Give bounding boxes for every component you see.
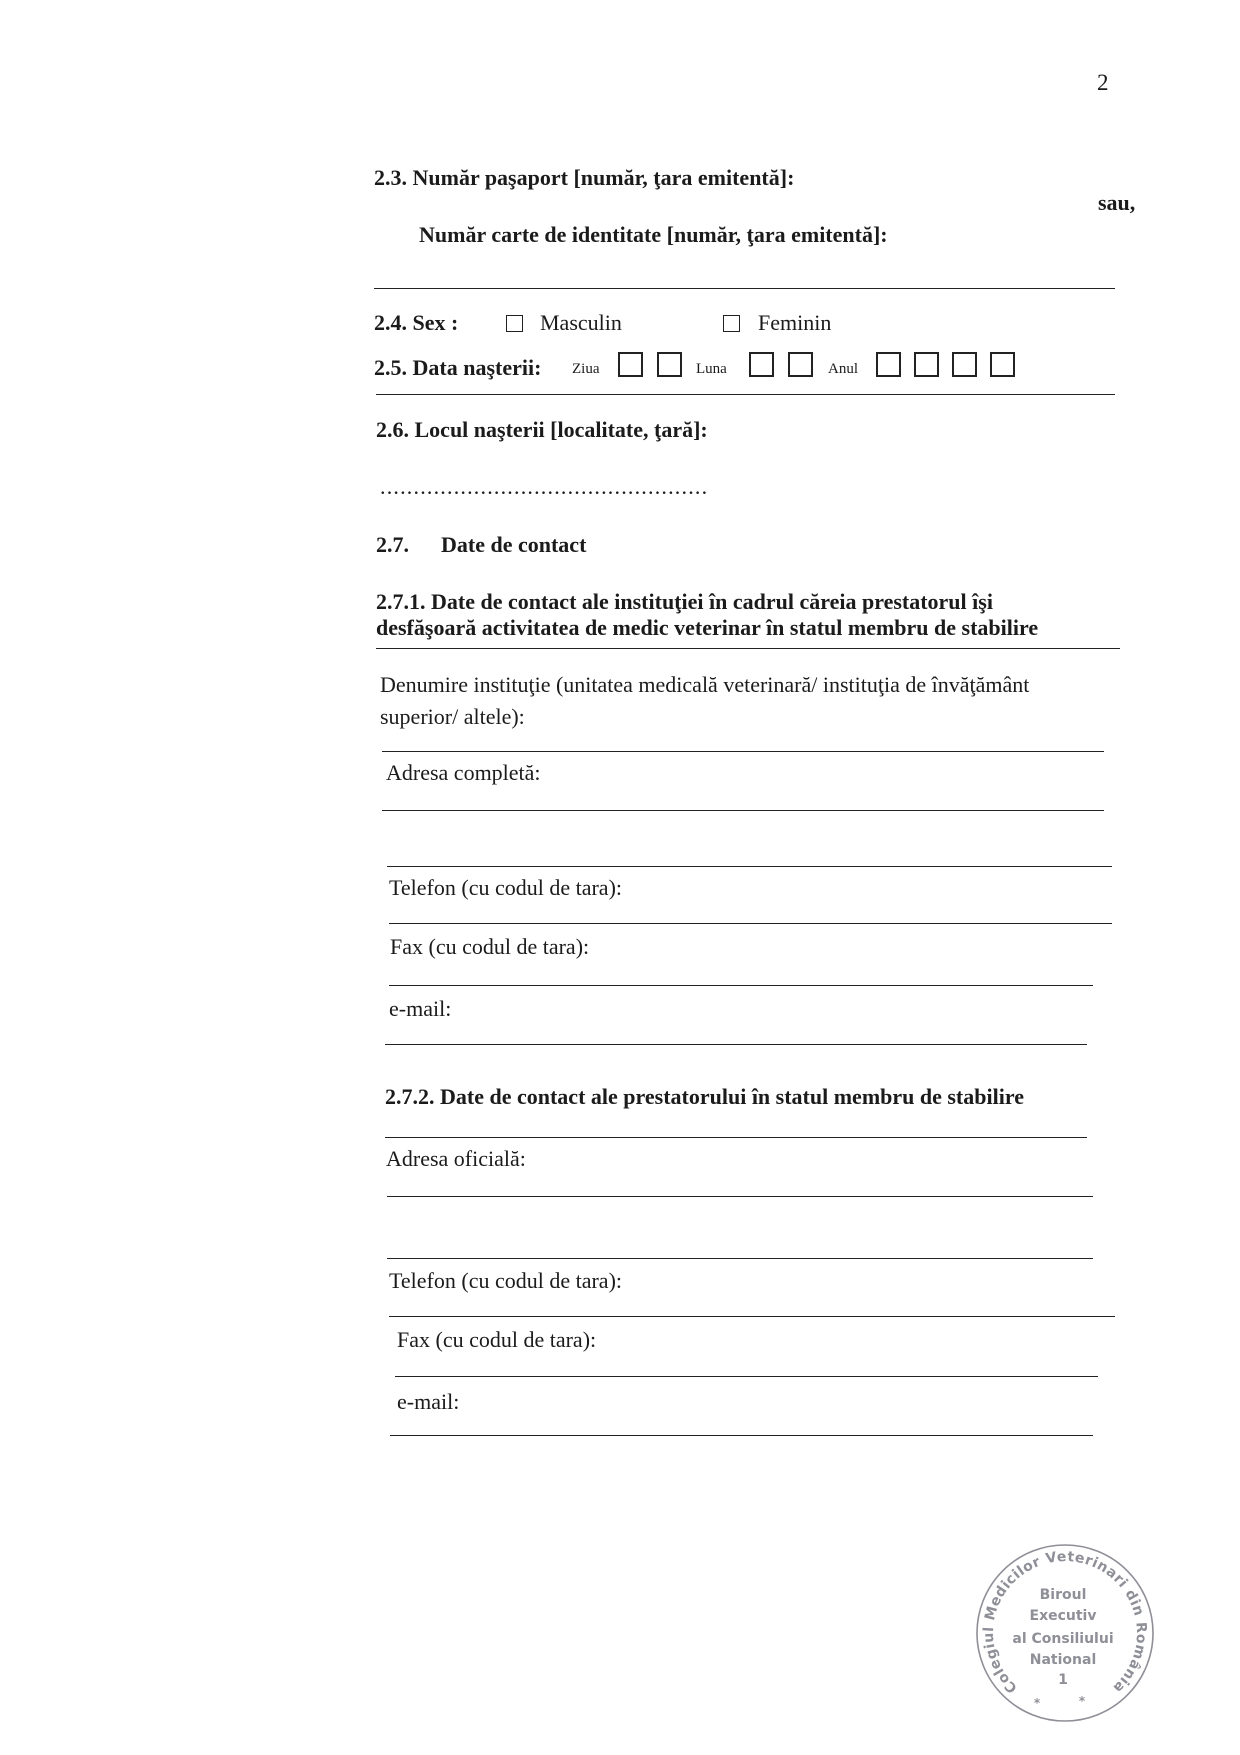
fill-line-institution-phone [389, 923, 1112, 924]
year-box-1 [876, 352, 901, 377]
day-box-1 [618, 352, 643, 377]
stamp-line-4: National [1029, 1652, 1097, 1668]
option-female-label: Feminin [758, 310, 832, 335]
contact-section-title: Date de contact [441, 532, 587, 557]
institution-contact-title-line1: 2.7.1. Date de contact ale instituţiei în cadrul căreia prestatorul îşi [376, 589, 993, 614]
fill-line-institution-fax [389, 985, 1093, 986]
year-box-3 [952, 352, 977, 377]
fill-line-provider-fax [395, 1376, 1098, 1377]
institution-phone-label: Telefon (cu codul de tara): [389, 875, 623, 900]
provider-address-label: Adresa oficială: [386, 1146, 526, 1171]
fill-line-provider-phone [389, 1316, 1115, 1317]
fill-line-provider-address-1 [387, 1196, 1093, 1197]
institution-address-label: Adresa completă: [386, 760, 541, 785]
institution-fax-label: Fax (cu codul de tara): [390, 934, 590, 959]
fill-line-provider-address-2 [387, 1258, 1093, 1259]
stamp-line-5: 1 [1058, 1672, 1068, 1688]
stamp-star-right: * [1078, 1694, 1086, 1708]
provider-phone-label: Telefon (cu codul de tara): [389, 1268, 623, 1293]
fill-line-institution-email [385, 1044, 1087, 1045]
contact-section-number: 2.7. [376, 532, 409, 557]
stamp-line-1: Biroul [1039, 1587, 1087, 1603]
day-label: Ziua [572, 361, 600, 377]
stamp-ring-text-path: Colegiul Medicilor Veterinari din România [980, 1548, 1150, 1697]
checkbox-female [723, 315, 740, 332]
fill-line-provider-email [390, 1435, 1093, 1436]
title-underline [376, 648, 1120, 649]
or-label: sau, [1098, 190, 1136, 215]
stamp-line-2: Executiv [1029, 1608, 1097, 1624]
official-stamp [965, 1533, 1165, 1733]
checkbox-male [506, 315, 523, 332]
year-label: Anul [828, 361, 858, 377]
page-number: 2 [1097, 70, 1109, 95]
provider-fax-label: Fax (cu codul de tara): [397, 1327, 597, 1352]
institution-contact-title-line2: desfăşoară activitatea de medic veterinar în statul membru de stabilire [376, 615, 1039, 640]
fill-line-birth-date [376, 394, 1115, 395]
fill-line-identity [374, 288, 1115, 289]
passport-label: 2.3. Număr paşaport [număr, ţara emitentă]: [374, 165, 795, 190]
birth-place-dotted-line: ................................................. [380, 474, 709, 499]
fill-line-institution-name [382, 751, 1104, 752]
day-box-2 [657, 352, 682, 377]
year-box-4 [990, 352, 1015, 377]
institution-name-label-line2: superior/ altele): [380, 704, 525, 729]
birth-date-label: 2.5. Data naşterii: [374, 355, 542, 380]
fill-line-provider-title [385, 1137, 1087, 1138]
birth-place-label: 2.6. Locul naşterii [localitate, ţară]: [376, 417, 708, 442]
year-box-2 [914, 352, 939, 377]
month-label: Luna [696, 361, 727, 377]
stamp-star-left: * [1033, 1696, 1041, 1710]
id-card-label: Număr carte de identitate [număr, ţara emitentă]: [419, 222, 888, 247]
sex-label: 2.4. Sex : [374, 310, 459, 335]
fill-line-institution-address-2 [387, 866, 1112, 867]
provider-contact-title: 2.7.2. Date de contact ale prestatorului în statul membru de stabilire [385, 1084, 1024, 1109]
option-male-label: Masculin [540, 310, 622, 335]
institution-name-label-line1: Denumire instituţie (unitatea medicală veterinară/ instituţia de învăţământ [380, 672, 1030, 697]
provider-email-label: e-mail: [397, 1389, 460, 1414]
fill-line-institution-address-1 [382, 810, 1104, 811]
month-box-1 [749, 352, 774, 377]
month-box-2 [788, 352, 813, 377]
stamp-line-3: al Consiliului [1012, 1631, 1114, 1647]
institution-email-label: e-mail: [389, 996, 452, 1021]
